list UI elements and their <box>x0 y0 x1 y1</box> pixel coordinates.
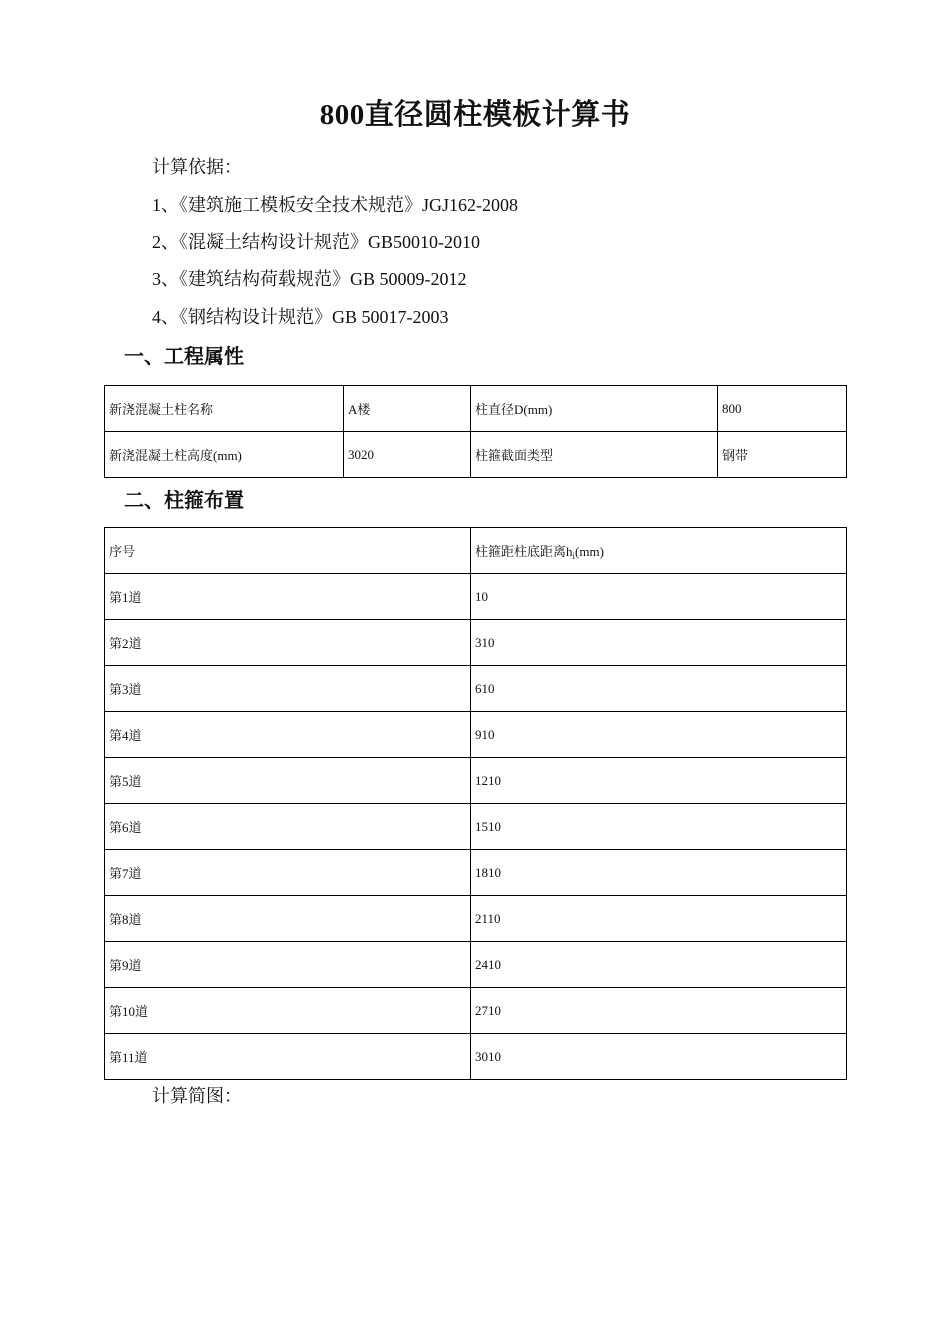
table-row <box>105 942 847 988</box>
table-cell: 钢带 <box>718 432 847 478</box>
row-value: 2410 <box>471 942 847 988</box>
table-row <box>105 850 847 896</box>
table-row <box>105 1034 847 1080</box>
diagram-heading: 计算简图： <box>152 1086 242 1106</box>
basis-item: 2、《混凝土结构设计规范》GB50010-2010 <box>152 232 480 252</box>
row-value: 2710 <box>471 988 847 1034</box>
basis-item: 4、《钢结构设计规范》GB 50017-2003 <box>152 307 449 327</box>
header-distance-unit: (mm) <box>575 543 604 559</box>
row-value: 310 <box>471 620 847 666</box>
basis-item: 1、《建筑施工模板安全技术规范》JGJ162-2008 <box>152 195 519 215</box>
header-distance-text: 柱箍距柱底距离h <box>475 543 573 559</box>
row-value: 1510 <box>471 804 847 850</box>
basis-item: 3、《建筑结构荷载规范》GB 50009-2012 <box>152 269 467 289</box>
table-cell: 3020 <box>344 432 471 478</box>
header-cell-distance <box>471 528 847 574</box>
table-cell: 新浇混凝土柱名称 <box>105 386 344 432</box>
table-cell: 新浇混凝土柱高度(mm) <box>105 432 344 478</box>
row-label: 第1道 <box>105 574 471 620</box>
section-heading-hoop-layout: 二、柱箍布置 <box>124 490 244 512</box>
row-value: 10 <box>471 574 847 620</box>
row-label: 第5道 <box>105 758 471 804</box>
row-value: 3010 <box>471 1034 847 1080</box>
document-title: 800直径圆柱模板计算书 <box>319 99 631 131</box>
row-label: 第4道 <box>105 712 471 758</box>
table-row <box>105 620 847 666</box>
basis-heading: 计算依据： <box>152 157 242 177</box>
table-cell: 柱直径D(mm) <box>471 386 718 432</box>
row-value: 910 <box>471 712 847 758</box>
row-label: 第7道 <box>105 850 471 896</box>
row-value: 610 <box>471 666 847 712</box>
table-row <box>105 386 847 432</box>
row-label: 第10道 <box>105 988 471 1034</box>
table-cell: 柱箍截面类型 <box>471 432 718 478</box>
row-label: 第3道 <box>105 666 471 712</box>
row-value: 2110 <box>471 896 847 942</box>
table-row <box>105 574 847 620</box>
header-distance-subscript: i <box>572 550 576 561</box>
hoop-layout-table <box>104 527 847 1080</box>
table-row <box>105 666 847 712</box>
table-row <box>105 432 847 478</box>
row-value: 1810 <box>471 850 847 896</box>
table-cell: 800 <box>718 386 847 432</box>
table-row <box>105 988 847 1034</box>
row-value: 1210 <box>471 758 847 804</box>
project-properties-table <box>104 385 847 478</box>
table-row <box>105 758 847 804</box>
row-label: 第8道 <box>105 896 471 942</box>
table-cell: A楼 <box>344 386 471 432</box>
row-label: 第9道 <box>105 942 471 988</box>
row-label: 第6道 <box>105 804 471 850</box>
table-row <box>105 896 847 942</box>
table-header-row <box>105 528 847 574</box>
table-row <box>105 712 847 758</box>
header-cell-index: 序号 <box>105 528 471 574</box>
table-row <box>105 804 847 850</box>
section-heading-project-properties: 一、工程属性 <box>124 346 244 368</box>
row-label: 第2道 <box>105 620 471 666</box>
row-label: 第11道 <box>105 1034 471 1080</box>
